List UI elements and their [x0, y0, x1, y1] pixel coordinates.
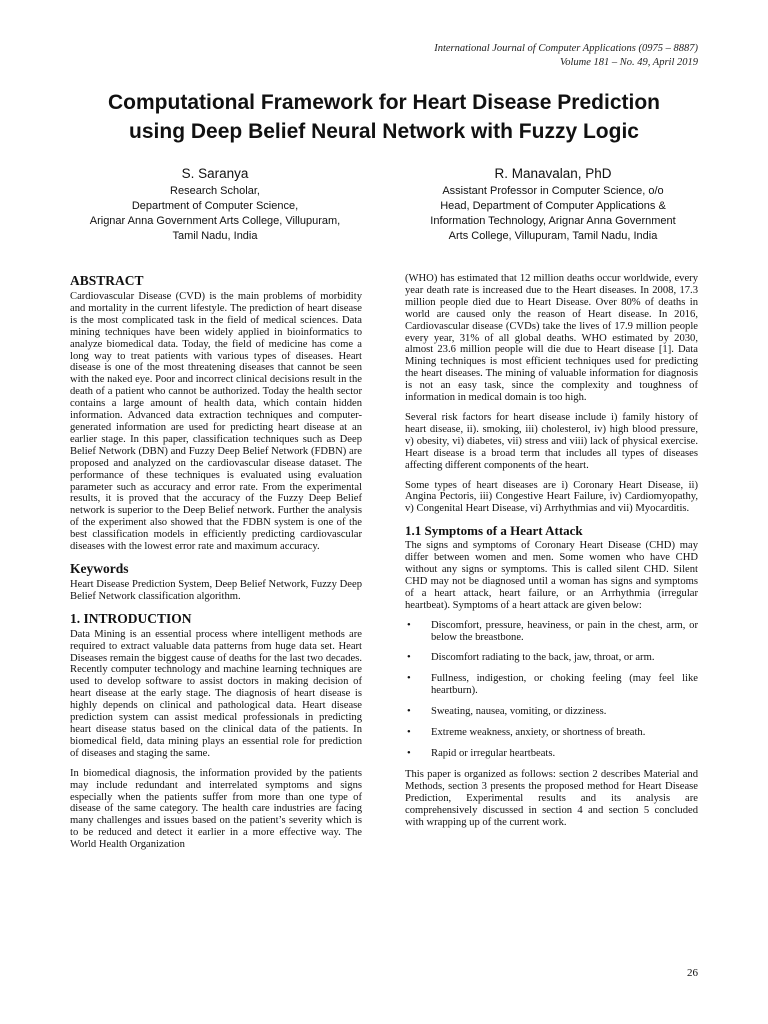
- author-affiliation-line: Research Scholar,: [170, 185, 260, 197]
- page-number: 26: [687, 967, 698, 979]
- author-affiliation-line: Arts College, Villupuram, Tamil Nadu, India: [448, 230, 658, 242]
- bullet-icon: •: [407, 652, 411, 664]
- bullet-icon: •: [407, 706, 411, 718]
- author-block-2: [398, 165, 708, 244]
- symptoms-heading: 1.1 Symptoms of a Heart Attack: [405, 523, 583, 539]
- journal-name: International Journal of Computer Applications (0975 – 8887): [434, 43, 698, 54]
- symptoms-list: [405, 620, 698, 760]
- bullet-icon: •: [407, 748, 411, 759]
- right-column: [405, 273, 698, 836]
- author-affiliation-line: Assistant Professor in Computer Science, o/o: [442, 185, 664, 197]
- author-affiliation-line: Information Technology, Arignar Anna Government: [430, 215, 676, 227]
- introduction-paragraph-5: Some types of heart diseases are i) Coronary Heart Disease, ii) Angina Pectoris, iii) Congestive Heart Failure, iv) Cardiomyopathy, v) Congenital Heart Disease, vi) Arrhythmias and vii) Myocarditis.: [405, 479, 698, 515]
- symptoms-intro: The signs and symptoms of Coronary Heart Disease (CHD) may differ between women and men. Some women who have CHD without any signs or symptoms. This is called silent CHD. Silent CHD may not be diagnosed until a woman has signs and symptoms of a heart attack, heart failure, or an Arrhythmia (irregular heartbeat). Symptoms of a heart attack are given below:: [405, 540, 698, 611]
- list-item: [405, 748, 698, 760]
- abstract-heading: ABSTRACT: [70, 273, 144, 288]
- list-item: [405, 706, 698, 718]
- list-item-text: Extreme weakness, anxiety, or shortness of breath.: [431, 727, 646, 739]
- list-item: [405, 727, 698, 739]
- list-item-text: Discomfort, pressure, heaviness, or pain in the chest, arm, or below the breastbone.: [431, 619, 698, 643]
- introduction-paragraph-2: In biomedical diagnosis, the information provided by the patients may include redundant and interrelated symptoms and signs especially when the patients suffer from more than one type of disease of the same category. The health care industries are facing many challenges and issues based on the patient’s severity which is to be reduced and detect it earlier in a more effective way. The World Health Organization: [70, 767, 362, 851]
- author-affiliation-line: Arignar Anna Government Arts College, Villupuram,: [89, 215, 341, 227]
- author-affiliation-line: Tamil Nadu, India: [172, 230, 258, 242]
- list-item-text: Discomfort radiating to the back, jaw, throat, or arm.: [431, 652, 655, 664]
- abstract-text: Cardiovascular Disease (CVD) is the main problems of morbidity and mortality in the current lifestyle. The prediction of heart disease is the most complicated task in the field of medical sciences. Data mining techniques have been widely applied in bioinformatics to analyze biomedical data. Today, the field of medicine has come a long way to treat patients with various types of diseases. Heart disease is one of the most threatening diseases that cannot be seen with the naked eye. Poor and incorrect clinical decisions result in the death of a patient who cannot be authorized. Today the health sector contains a large amount of health data, which contain hidden information. Advanced data extraction techniques and computer-generated information are used for predicting heart disease at an earlier stage. In this paper, classification techniques such as Deep Belief Network (DBN) and Fuzzy Deep Belief Network (FDBN) are proposed and analyzed on the cardiovascular disease dataset. The performance of these techniques is evaluated using evaluation parameter such as accuracy and error rate. From the experimental results, it is proved that the accuracy of the Fuzzy Deep Belief network is superior to the Deep Belief network. Further the analysis of the experiment also showed that the FDBN system is one of the best classification models in efficiently predicting cardiovascular diseases with the lowest error rate and maximum accuracy.: [70, 291, 362, 553]
- introduction-heading: 1. INTRODUCTION: [70, 610, 192, 626]
- list-item-text: Rapid or irregular heartbeats.: [431, 748, 556, 759]
- bullet-icon: •: [407, 727, 411, 739]
- paper-title-line-2: using Deep Belief Neural Network with Fuzzy Logic: [129, 120, 639, 143]
- bullet-icon: •: [407, 619, 411, 631]
- journal-volume: Volume 181 – No. 49, April 2019: [559, 57, 698, 68]
- list-item: [405, 620, 698, 644]
- paper-title: [40, 88, 728, 146]
- left-column: [70, 273, 362, 859]
- author-block-1: [60, 165, 370, 244]
- keywords-heading: Keywords: [70, 560, 129, 576]
- list-item-text: Sweating, nausea, vomiting, or dizziness.: [431, 706, 607, 718]
- introduction-paragraph-1: Data Mining is an essential process where intelligent methods are required to extract valuable data patterns from huge data set. Heart Diseases remain the biggest cause of deaths for the last two decades. Recently computer technology and machine learning techniques are used to develop software to assist doctors in making decision of heart disease at the early stage. The diagnosis of heart disease is highly depends on clinical and pathological data. Heart disease prediction system can assist medical professionals in predicting heart disease status based on the clinical data of the patients. In biomedical field, data mining plays an essential role for prediction of diseases and staging the same.: [70, 628, 362, 759]
- introduction-paragraph-4: Several risk factors for heart disease include i) family history of heart disease, ii). smoking, iii) cholesterol, iv) high blood pressure, v) obesity, vi) diabetes, vii) stress and viii) lack of physical exercise. Heart disease is a broad term that includes all types of diseases affecting different components of the heart.: [405, 411, 698, 471]
- introduction-paragraph-3: (WHO) has estimated that 12 million deaths occur worldwide, every year death rate is increased due to the Heart diseases. In 2008, 17.3 million people died due to Heart Disease. Over 80% of deaths in world are caused only the reason of Heart disease. In 2016, Cardiovascular disease (CVDs) take the lives of 17.9 million people every year, 31% of all global deaths. WHO estimated by 2030, almost 23.6 million people will die due to Heart disease [1]. Data Mining techniques is most efficient techniques used for predicting the heart diseases. The mining of valuable information for diagnosis is not an easy task, since the complexity and toughness of information in medical domain is too high.: [405, 273, 698, 404]
- bullet-icon: •: [407, 673, 411, 685]
- author-name: S. Saranya: [181, 166, 249, 181]
- author-affiliation-line: Head, Department of Computer Applications &: [440, 200, 666, 212]
- paper-title-line-1: Computational Framework for Heart Disease Prediction: [108, 91, 660, 114]
- keywords-text: Heart Disease Prediction System, Deep Belief Network, Fuzzy Deep Belief Network classification algorithm.: [70, 578, 362, 602]
- list-item: [405, 673, 698, 697]
- author-affiliation-line: Department of Computer Science,: [131, 200, 299, 212]
- author-name: R. Manavalan, PhD: [494, 166, 612, 181]
- journal-header: [434, 42, 698, 70]
- list-item: [405, 652, 698, 664]
- paper-outline-paragraph: This paper is organized as follows: section 2 describes Material and Methods, section 3 presents the proposed method for Heart Disease Prediction, Experimental results and its analysis are comprehensively discussed in section 4 and section 5 concluded with wrapping up of the current work.: [405, 768, 698, 828]
- list-item-text: Fullness, indigestion, or choking feeling (may feel like heartburn).: [431, 673, 698, 697]
